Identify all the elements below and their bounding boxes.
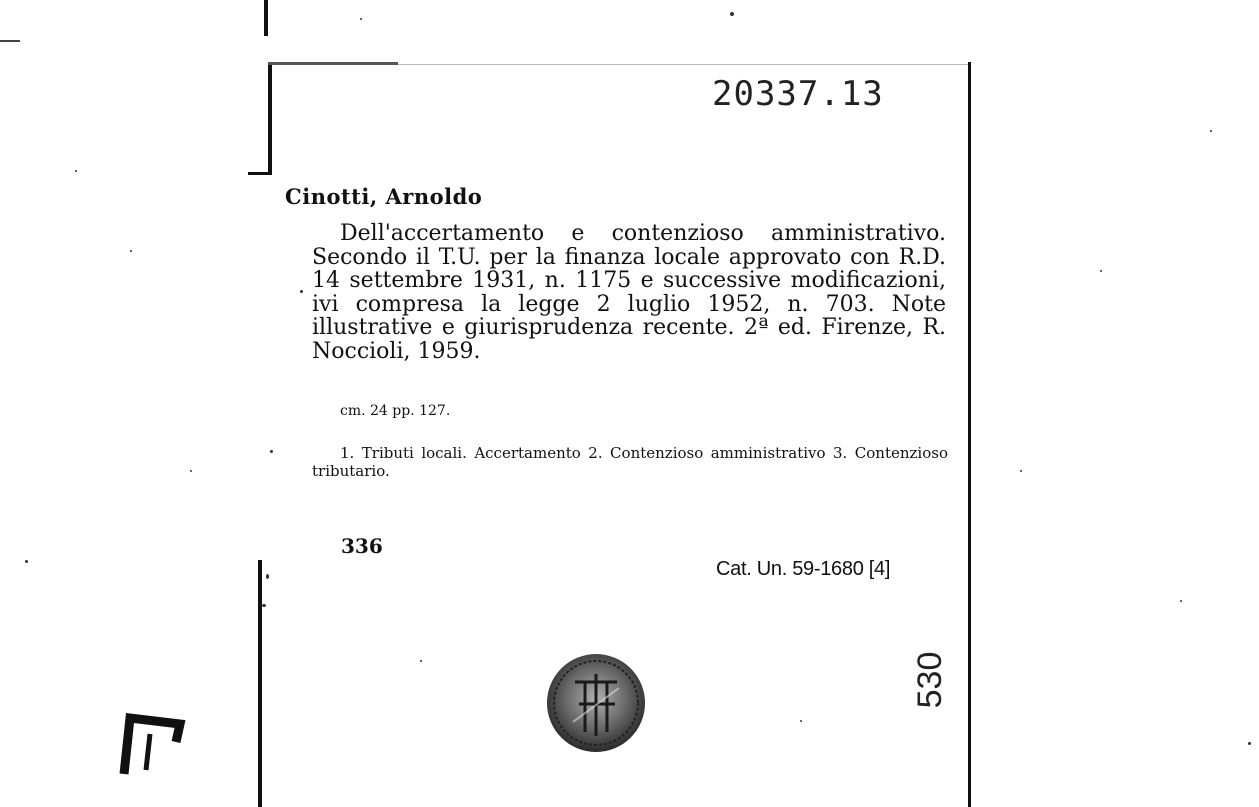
scan-speck [1020, 470, 1022, 472]
scan-speck [1210, 130, 1212, 132]
card-number: 336 [341, 534, 383, 558]
vertical-shelf-number: 530 [911, 651, 949, 709]
card-bracket-foot [248, 172, 272, 175]
top-left-scan-line [0, 40, 20, 42]
card-top-left-bracket-horizontal [268, 62, 398, 65]
margin-bracket-icon [116, 712, 188, 782]
card-top-left-bracket-vertical [268, 62, 272, 174]
title-description: Dell'accertamento e contenzioso amministrativo. Secondo il T.U. per la finanza locale approvato con R.D. 14 settembre 1931, n. 1175 e successive modificazioni, ivi compresa la legge 2 luglio 1952, n. 703. Note illustrative e giurisprudenza recente. 2ª ed. Firenze, R. Noccioli, 1959. [312, 221, 946, 364]
scan-speck [130, 250, 132, 252]
scan-speck [270, 450, 273, 453]
scan-speck [360, 18, 362, 20]
catalog-reference: Cat. Un. 59-1680 [4] [716, 558, 891, 580]
accession-number: 20337.13 [712, 74, 884, 114]
card-top-line [398, 64, 970, 65]
scan-speck [262, 604, 266, 607]
scan-speck [25, 560, 28, 563]
scan-speck [800, 720, 802, 722]
scan-speck [266, 574, 269, 579]
scan-speck [1180, 600, 1182, 602]
author-heading: Cinotti, Arnoldo [285, 184, 483, 209]
scan-speck [75, 170, 77, 172]
physical-description: cm. 24 pp. 127. [340, 403, 451, 419]
card-left-edge [258, 560, 262, 807]
top-tick-mark [264, 0, 268, 36]
scan-speck [190, 470, 192, 472]
scan-speck [1100, 270, 1102, 272]
subject-tracings: 1. Tributi locali. Accertamento 2. Contenzioso amministrativo 3. Contenzioso tributario. [312, 444, 948, 480]
scan-speck [730, 12, 734, 16]
scan-speck [300, 290, 303, 293]
card-right-edge [968, 62, 971, 807]
scan-speck [420, 660, 422, 662]
library-stamp-icon [545, 652, 647, 754]
scan-speck [1248, 742, 1251, 745]
